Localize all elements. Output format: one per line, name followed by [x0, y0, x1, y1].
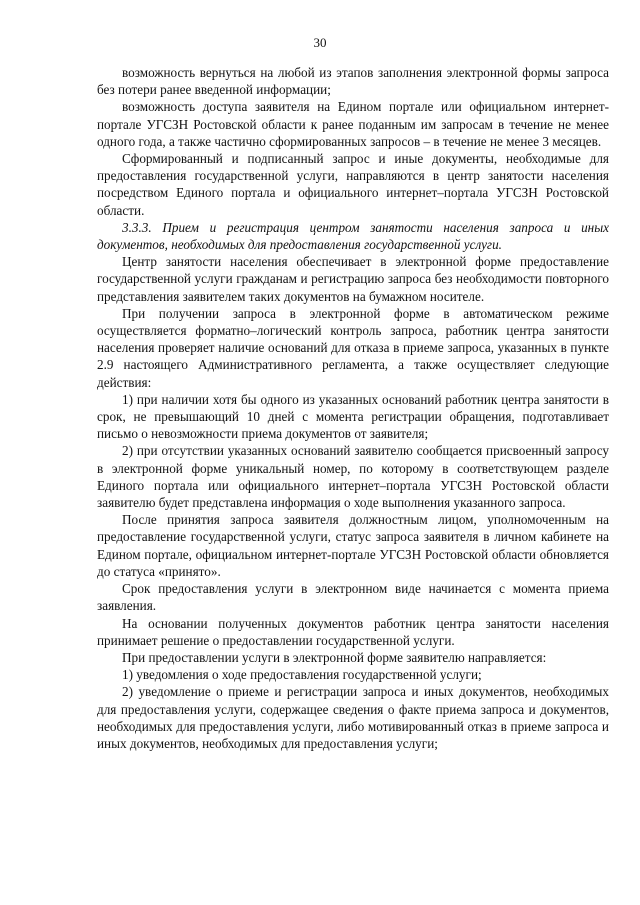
paragraph: После принятия запроса заявителя должностным лицом, уполномоченным на предоставление государственной услуги, статус запроса заявителя в личном кабинете на Едином портале, официальном интернет-портале УГСЗН Ростовской области обновляется до статуса «принято».: [97, 512, 609, 579]
list-item: 2) при отсутствии указанных оснований заявителю сообщается присвоенный запросу в электронной форме уникальный номер, по которому в соответствующем разделе Единого портала или официального интернет–портала УГСЗН Ростовской области заявителю будет представлена информация о ходе выполнения указанного запроса.: [97, 443, 609, 511]
paragraph: возможность доступа заявителя на Едином портале или официальном интернет-портале УГСЗН Ростовской области к ранее поданным им запросам в течение не менее одного года, а также частично сформированных запросов – в течение не менее 3 месяцев.: [97, 99, 609, 149]
paragraph: При получении запроса в электронной форме в автоматическом режиме осуществляется форматно–логический контроль запроса, работник центра занятости населения проверяет наличие оснований для отказа в приеме запроса, указанных в пункте 2.9 настоящего Административного регламента, а также осуществляет следующие действия:: [97, 305, 609, 390]
paragraph: При предоставлении услуги в электронной форме заявителю направляется:: [122, 649, 547, 665]
list-item: 2) уведомление о приеме и регистрации запроса и иных документов, необходимых для предоставления услуги, содержащее сведения о факте приема запроса и документов, необходимых для предоставления услуги, либо мотивированный отказ в приеме запроса и иных документов, необходимых для предоставления услуги;: [97, 684, 609, 751]
paragraph: возможность вернуться на любой из этапов заполнения электронной формы запроса без потери ранее введенной информации;: [97, 65, 609, 98]
list-item: 1) при наличии хотя бы одного из указанных оснований работник центра занятости в срок, не превышающий 10 дней с момента регистрации обращения, подготавливает письмо о невозможности приема документов от заявителя;: [97, 391, 609, 442]
list-item: 1) уведомления о ходе предоставления государственной услуги;: [122, 667, 482, 683]
page-number: 30: [313, 35, 327, 50]
paragraph: Срок предоставления услуги в электронном виде начинается с момента приема заявления.: [97, 581, 609, 614]
paragraph: Сформированный и подписанный запрос и иные документы, необходимые для предоставления государственной услуги, направляются в центр занятости населения посредством Единого портала и официального интернет–портала УГСЗН Ростовской области.: [97, 151, 609, 218]
paragraph: Центр занятости населения обеспечивает в электронной форме предоставление государственной услуги гражданам и регистрацию запроса без необходимости повторного представления заявителем таких документов на бумажном носителе.: [97, 254, 609, 304]
paragraph: На основании полученных документов работник центра занятости населения принимает решение о предоставлении государственной услуги.: [97, 615, 609, 648]
document-body: [97, 64, 609, 752]
section-heading: 3.3.3. Прием и регистрация центром занятости населения запроса и иных документов, необходимых для предоставления государственной услуги.: [97, 219, 609, 253]
